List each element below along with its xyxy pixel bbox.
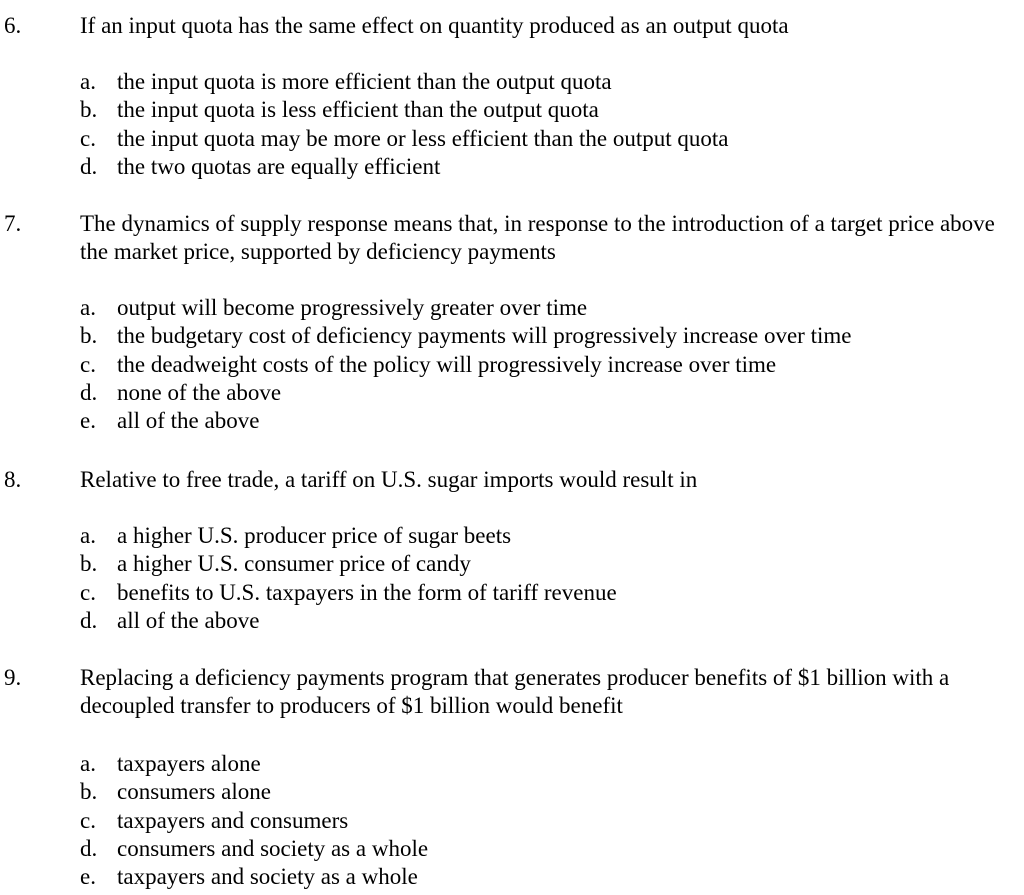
choice-letter: a. [80, 295, 96, 320]
question-number: 9. [4, 665, 22, 690]
question-number: 8. [4, 467, 22, 492]
question-stem: Relative to free trade, a tariff on U.S. sugar imports would result in [80, 467, 698, 492]
choice-text: the input quota is more efficient than the output quota [117, 69, 612, 94]
choice-a [80, 294, 1010, 322]
choice-a [80, 522, 1010, 550]
choice-c [80, 807, 1010, 835]
choice-letter: a. [80, 751, 96, 776]
choice-text: the input quota is less efficient than the output quota [117, 97, 599, 123]
choice-a [80, 68, 1010, 96]
choice-text: the input quota may be more or less efficient than the output quota [117, 125, 729, 151]
choice-letter: e. [80, 408, 96, 434]
choice-b [80, 96, 1010, 124]
choice-text: taxpayers alone [117, 751, 261, 776]
choice-text: the deadweight costs of the policy will progressively increase over time [117, 351, 777, 377]
choice-d [80, 835, 1010, 863]
choice-letter: e. [80, 864, 96, 890]
choice-text: none of the above [117, 379, 282, 405]
choice-letter: b. [80, 551, 98, 577]
choice-list [80, 294, 1010, 435]
choice-letter: d. [80, 379, 98, 405]
choice-letter: a. [80, 69, 96, 94]
choice-text: the two quotas are equally efficient [117, 153, 441, 179]
question-stem: Replacing a deficiency payments program that generates producer benefits of $1 billion with a decoupled transfer to producers of $1 billion would benefit [80, 665, 950, 718]
choice-b [80, 322, 1010, 350]
choice-letter: a. [80, 523, 96, 548]
choice-letter: d. [80, 153, 98, 179]
choice-text: taxpayers and society as a whole [117, 864, 418, 890]
choice-c [80, 125, 1010, 153]
choice-text: consumers and society as a whole [117, 835, 429, 861]
choice-a [80, 750, 1010, 778]
choice-letter: b. [80, 779, 98, 805]
question-stem: The dynamics of supply response means that, in response to the introduction of a target price above the market price, supported by deficiency payments [80, 211, 995, 264]
choice-e [80, 863, 1010, 891]
choice-text: benefits to U.S. taxpayers in the form of tariff revenue [117, 579, 617, 605]
choice-b [80, 778, 1010, 806]
choice-text: output will become progressively greater over time [117, 295, 588, 320]
choice-letter: d. [80, 607, 98, 633]
question-number: 6. [4, 13, 22, 38]
choice-d [80, 607, 1010, 635]
choice-letter: b. [80, 323, 98, 349]
choice-list [80, 750, 1010, 891]
choice-d [80, 153, 1010, 181]
question-stem: If an input quota has the same effect on quantity produced as an output quota [80, 13, 789, 38]
choice-letter: c. [80, 579, 96, 605]
choice-e [80, 407, 1010, 435]
choice-letter: d. [80, 835, 98, 861]
choice-c [80, 351, 1010, 379]
choice-letter: c. [80, 125, 96, 151]
choice-text: consumers alone [117, 779, 271, 805]
question-number: 7. [4, 211, 22, 236]
choice-text: the budgetary cost of deficiency payments will progressively increase over time [117, 323, 852, 349]
choice-c [80, 579, 1010, 607]
choice-text: a higher U.S. consumer price of candy [117, 551, 471, 577]
choice-d [80, 379, 1010, 407]
choice-list [80, 68, 1010, 181]
choice-text: all of the above [117, 408, 260, 434]
choice-text: taxpayers and consumers [117, 807, 349, 833]
choice-text: a higher U.S. producer price of sugar beets [117, 523, 512, 548]
choice-list [80, 522, 1010, 635]
choice-b [80, 550, 1010, 578]
choice-letter: c. [80, 807, 96, 833]
choice-text: all of the above [117, 607, 260, 633]
choice-letter: c. [80, 351, 96, 377]
choice-letter: b. [80, 97, 98, 123]
